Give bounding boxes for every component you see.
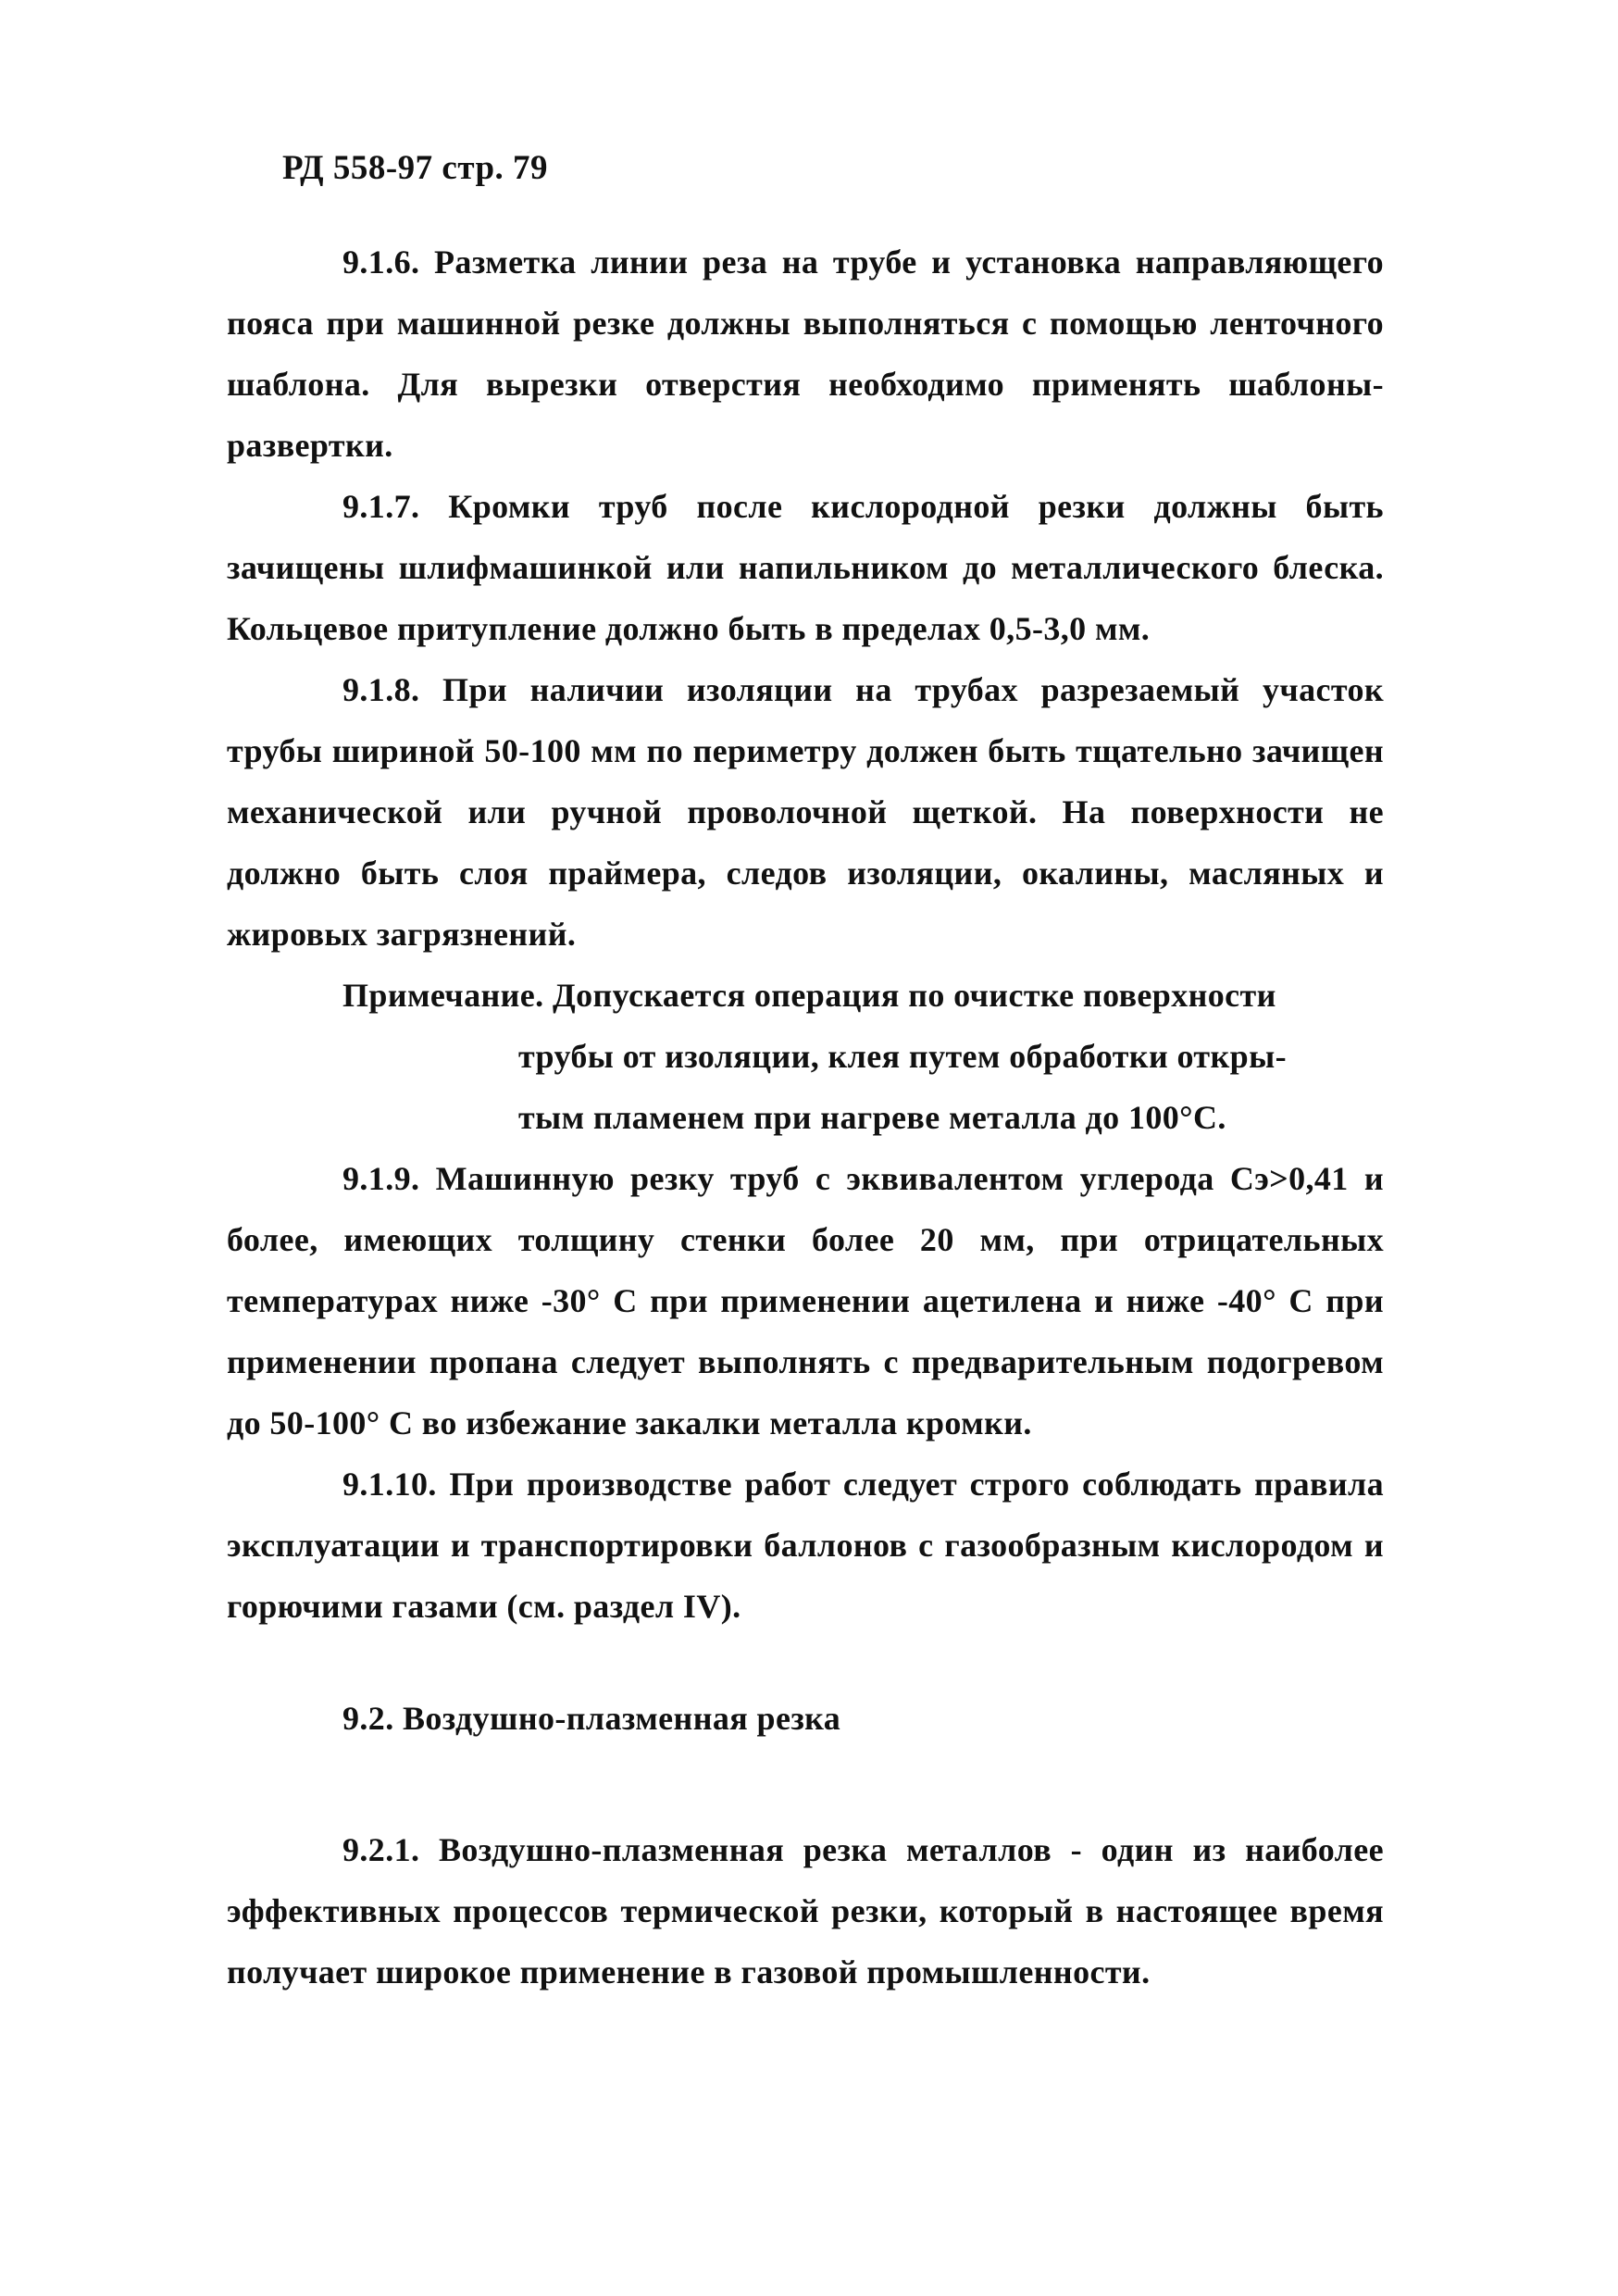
paragraph-9-1-10: 9.1.10. При производстве работ следует строго соблюдать правила эксплуатации и транспортировки баллонов с газообразным кислородом и горючими газами (см. раздел IV). [227,1466,1384,1625]
note-label: Примечание. [342,977,544,1014]
paragraph-9-1-8: 9.1.8. При наличии изоляции на трубах разрезаемый участок трубы шириной 50-100 мм по периметру должен быть тщательно зачищен механической или ручной проволочной щеткой. На поверхности не должно быть слоя праймера, следов изоляции, окалины, масляных и жировых загрязнений. [227,671,1384,953]
note-line-3: тым пламенем при нагреве металла до 100°C. [518,1099,1226,1136]
page-header: РД 558-97 стр. 79 [282,149,549,187]
note-line-2: трубы от изоляции, клея путем обработки откры- [518,1038,1287,1075]
section-title-9-2: 9.2. Воздушно-плазменная резка [342,1700,841,1737]
note-block [227,965,1384,1150]
note-line-1 [342,965,1276,1026]
note-line-1-text: Допускается операция по очистке поверхности [552,977,1276,1014]
paragraph-9-1-9: 9.1.9. Машинную резку труб с эквивалентом углерода Cэ>0,41 и более, имеющих толщину стенки более 20 мм, при отрицательных температурах ниже -30° C при применении ацетилена и ниже -40° C при применении пропана следует выполнять с предварительным подогревом до 50-100° C во избежание закалки металла кромки. [227,1160,1384,1441]
paragraph-9-1-7: 9.1.7. Кромки труб после кислородной резки должны быть зачищены шлифмашинкой или напильником до металлического блеска. Кольцевое притупление должно быть в пределах 0,5-3,0 мм. [227,488,1384,647]
paragraph-9-2-1: 9.2.1. Воздушно-плазменная резка металлов - один из наиболее эффективных процессов термической резки, который в настоящее время получает широкое применение в газовой промышленности. [227,1831,1384,1990]
paragraph-9-1-6: 9.1.6. Разметка линии реза на трубе и установка направляющего пояса при машинной резке должны выполняться с помощью ленточного шаблона. Для вырезки отверстия необходимо применять шаблоны-развертки. [227,243,1384,464]
